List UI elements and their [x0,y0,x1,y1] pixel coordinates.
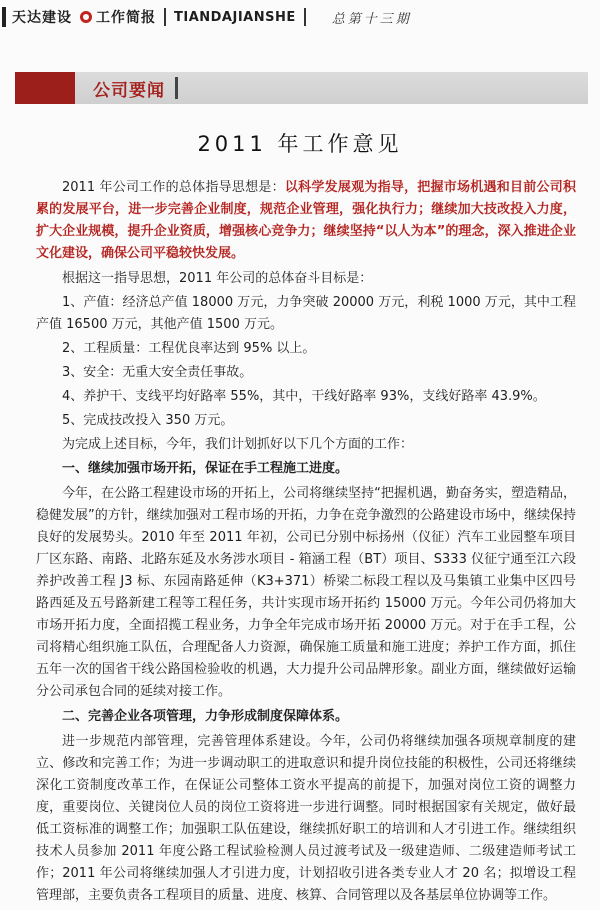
goals-lead: 根据这一指导思想，2011 年公司的总体奋斗目标是： [62,271,373,286]
company-logo-icon [80,11,92,23]
tasks-lead: 为完成上述目标，今年，我们计划抓好以下几个方面的工作： [62,437,414,452]
goal-item: 3、安全：无重大安全责任事故。 [62,365,253,380]
section-banner-tick [175,77,178,99]
issue-number: 总第十三期 [331,11,412,27]
guiding-principle: 以科学发展观为指导，把握市场机遇和目前公司积累的发展平台，进一步完善企业制度，规范企业管理，强化执行力；继续加大技改投入力度，扩大企业规模，提升企业资质，增强核心竞争力；继续坚持“以人为本”的理念，深入推进企业文化建设，确保公司平稳较快发展。 [36,180,576,261]
masthead-bulletin: 工作简报 [96,10,156,26]
intro-paragraph [36,177,576,265]
section-heading: 一、继续加强市场开拓，保证在手工程施工进度。 [62,461,349,476]
masthead-divider [164,8,166,26]
section-banner-accent [15,72,75,104]
document-title: 2011 年工作意见 [197,132,403,156]
goal-item: 1、产值：经济总产值 18000 万元，力争突破 20000 万元，利税 1000 万元，其中工程产值 16500 万元，其他产值 1500 万元。 [36,295,576,332]
goal-item: 5、完成技改投入 350 万元。 [62,413,234,428]
goal-item: 4、养护干、支线平均好路率 55%，其中，干线好路率 93%，支线好路率 43.9%。 [62,389,546,404]
masthead-brand: 天达建设 [12,10,72,26]
section-banner [15,72,588,104]
masthead-latin-name: TIANDAJIANSHE [174,9,296,25]
masthead [0,0,600,34]
section-heading: 二、完善企业各项管理，力争形成制度保障体系。 [62,709,349,724]
section-paragraph: 今年，在公路工程建设市场的开拓上，公司将继续坚持“把握机遇，勤奋务实，塑造精品，稳健发展”的方针，继续加强对工程市场的开拓，力争在竞争激烈的公路建设市场中，继续保持良好的发展势头。2010 年至 2011 年初，公司已分别中标扬州（仪征）汽车工业园整车项目厂区东路、南路、北路东延及水务涉水项目 - 箱涵工程（BT）项目、S333 仪征宁通至江六段养护改善工程 J3 标、东园南路延伸（K3+371）桥梁二标段工程以及马集镇工业集中区四号路西延及五号路新建工程等工程任务，共计实现市场开拓约 15000 万元。今年公司仍将加大市场开拓力度，全面招揽工程业务，力争全年完成市场开拓 20000 万元。对于在手工程，公司将精心组织施工队伍，合理配备人力资源，确保施工质量和施工进度；养护工作方面，抓住五年一次的国省干线公路国检验收的机遇，大力提升公司品牌形象。副业方面，继续做好运输分公司承包合同的延续对接工作。 [36,486,576,699]
masthead-divider [304,8,306,26]
goal-item: 2、工程质量：工程优良率达到 95% 以上。 [62,341,316,356]
section-label: 公司要闻 [93,81,165,101]
section-paragraph: 进一步规范内部管理，完善管理体系建设。今年，公司仍将继续加强各项规章制度的建立、修改和完善工作；为进一步调动职工的进取意识和提升岗位技能的积极性，公司还将继续深化工资制度改革工作，在保证公司整体工资水平提高的前提下，加强对岗位工资的调整力度，重要岗位、关键岗位人员的岗位工资将进一步进行调整。同时根据国家有关规定，做好最低工资标准的调整工作；加强职工队伍建设，继续抓好职工的培训和人才引进工作。继续组织技术人员参加 2011 年度公路工程试验检测人员过渡考试及一级建造师、二级建造师考试工作；2011 年公司将继续加强人才引进力度，计划招收引进各类专业人才 20 名；拟增设工程管理部，主要负责各工程项目的质量、进度、核算、合同管理以及各基层单位协调等工作。 [36,734,576,903]
masthead-bar [2,7,6,27]
article-body [36,177,576,910]
intro-lead: 2011 年公司工作的总体指导思想是： [62,180,285,195]
